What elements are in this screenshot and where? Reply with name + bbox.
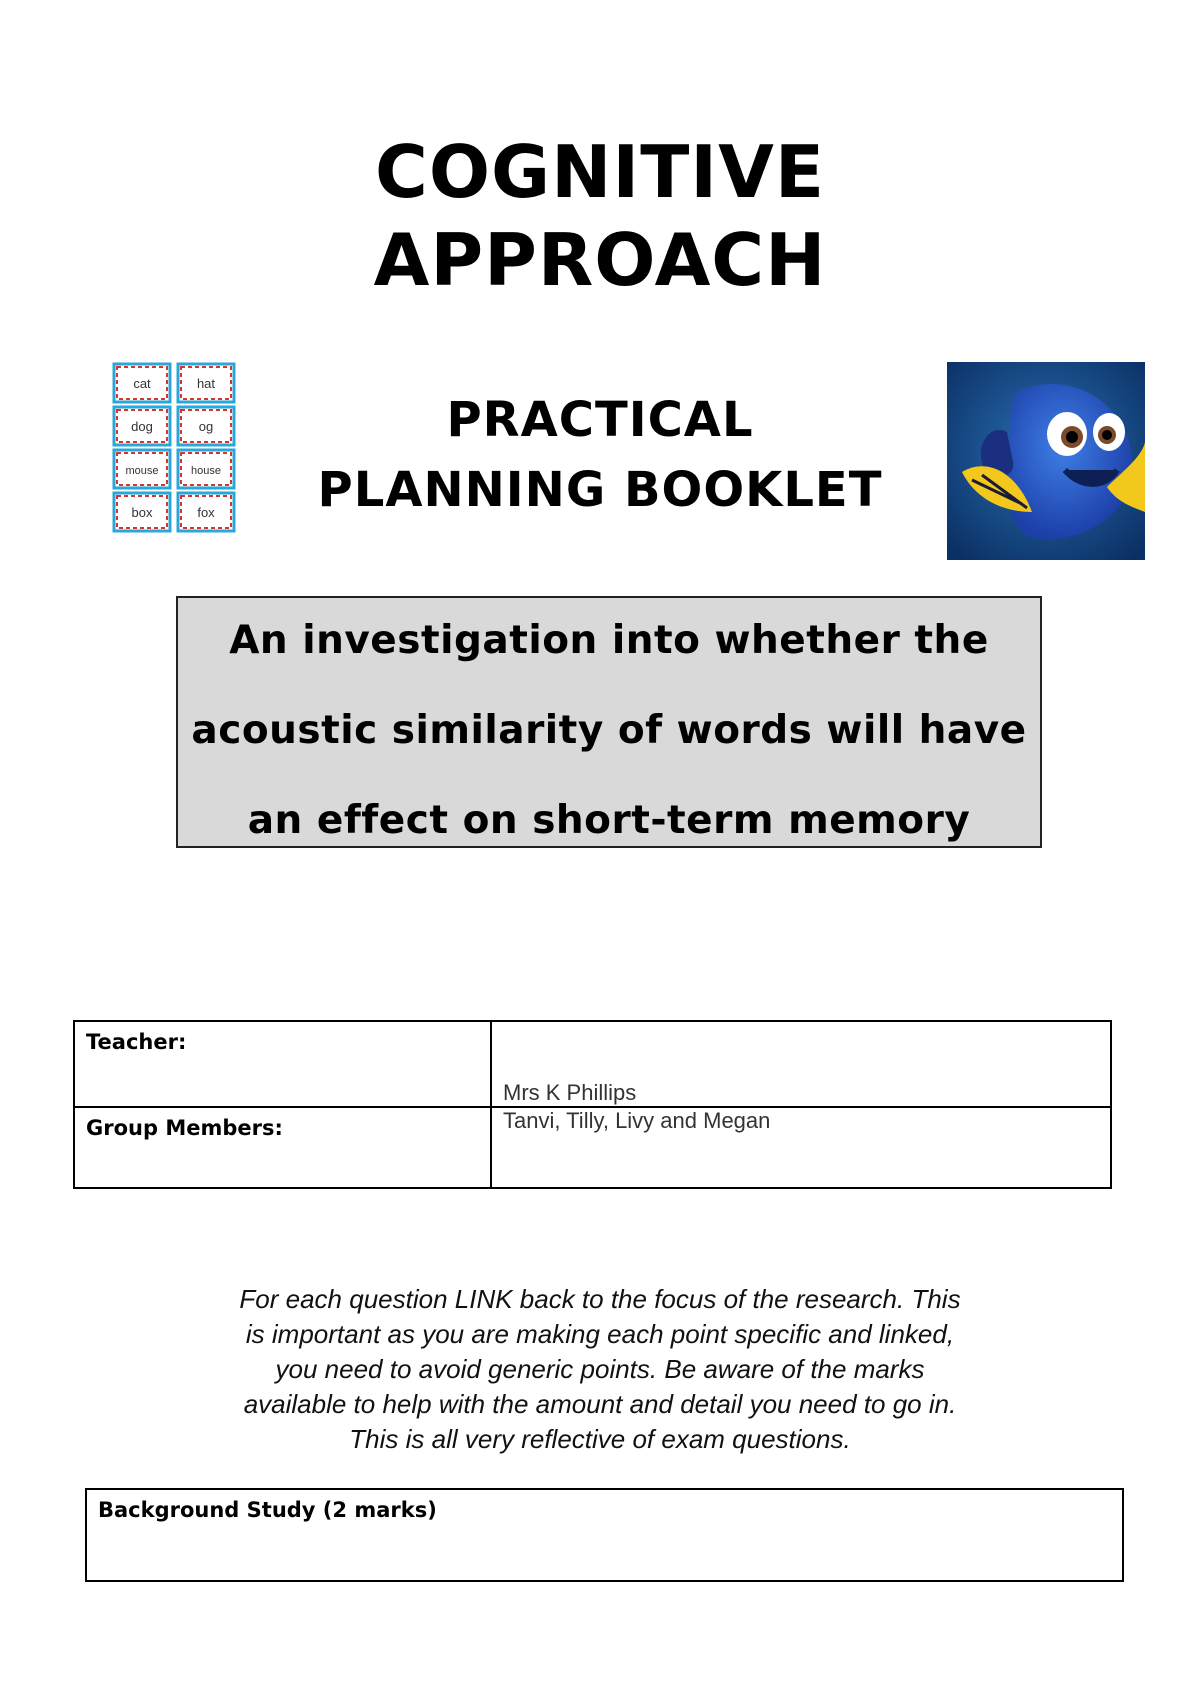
table-row: [74, 1021, 1111, 1107]
page-title: [0, 128, 1200, 304]
research-aim-box: [176, 596, 1042, 848]
group-members-label: Group Members:: [74, 1107, 491, 1188]
aim-line-3: an effect on short-term memory: [247, 798, 971, 843]
svg-text:cat: cat: [133, 376, 151, 391]
teacher-label: Teacher:: [74, 1021, 491, 1107]
svg-text:box: box: [131, 505, 153, 520]
svg-text:house: house: [191, 465, 221, 477]
word-card: [178, 407, 234, 445]
instructions-line: is important as you are making each point specific and linked,: [245, 1319, 955, 1349]
subtitle-line-2: PLANNING BOOKLET: [317, 462, 883, 518]
word-card-grid: [114, 364, 234, 531]
svg-text:dog: dog: [131, 419, 153, 434]
svg-text:og: og: [198, 419, 214, 434]
word-card: [114, 493, 170, 531]
word-cards-image: [112, 362, 236, 534]
info-table: [73, 1020, 1112, 1189]
word-card: [178, 493, 234, 531]
background-study-label: Background Study (2 marks): [98, 1498, 437, 1522]
booklet-subtitle: [250, 385, 950, 525]
word-card: [114, 364, 170, 402]
aim-line-2: acoustic similarity of words will have: [191, 708, 1027, 753]
word-card: [114, 407, 170, 445]
svg-text:fox: fox: [197, 505, 215, 520]
subtitle-line-1: PRACTICAL: [446, 392, 754, 448]
word-card: [178, 450, 234, 488]
instructions-line: available to help with the amount and detail you need to go in.: [243, 1389, 957, 1419]
dory-fish-image: [947, 362, 1145, 560]
group-members-value: Tanvi, Tilly, Livy and Megan: [503, 1108, 771, 1133]
title-line-2: APPROACH: [373, 218, 827, 302]
group-members-field[interactable]: [491, 1107, 1111, 1188]
svg-text:hat: hat: [196, 376, 216, 391]
background-study-box[interactable]: [85, 1488, 1124, 1582]
svg-text:mouse: mouse: [125, 465, 159, 477]
word-card: [178, 364, 234, 402]
title-line-1: COGNITIVE: [375, 130, 825, 214]
instructions-line: you need to avoid generic points. Be aware of the marks: [275, 1354, 925, 1384]
teacher-field[interactable]: [491, 1021, 1111, 1107]
table-row: [74, 1107, 1111, 1188]
instructions-line: This is all very reflective of exam questions.: [349, 1424, 851, 1454]
word-card: [114, 450, 170, 488]
instructions-line: For each question LINK back to the focus of the research. This: [239, 1284, 961, 1314]
aim-line-1: An investigation into whether the: [229, 618, 989, 663]
teacher-value: Mrs K Phillips: [503, 1080, 637, 1105]
instructions-text: [150, 1282, 1050, 1457]
